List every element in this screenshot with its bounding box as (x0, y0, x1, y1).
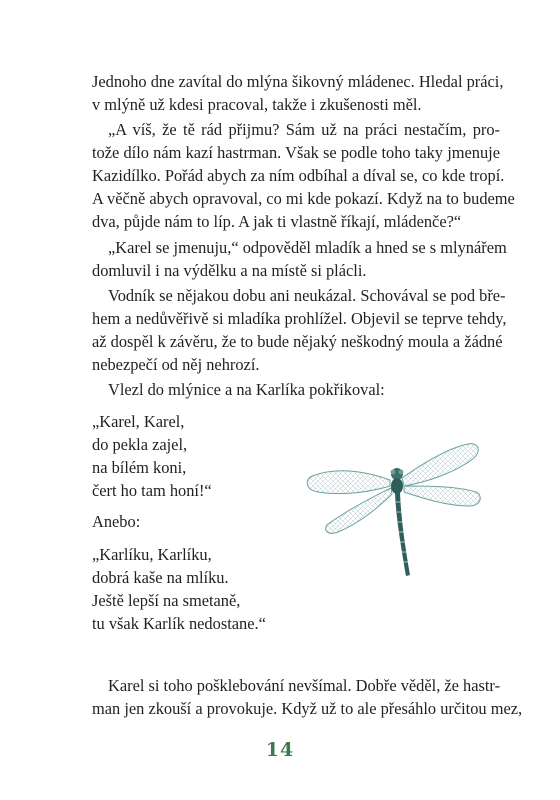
paragraph-3 (92, 236, 507, 282)
verse-line: tu však Karlík nedostane.“ (92, 614, 266, 633)
verse-line: „Karel, Karel, (92, 412, 185, 431)
page-number: 14 (265, 739, 295, 761)
text-line: Jednoho dne zavítal do mlýna šikovný mládenec. Hledal práci, (92, 72, 504, 91)
text-line: Karel si toho pošklebování nevšímal. Dobře věděl, že hastr- (108, 676, 501, 695)
dragonfly-icon (298, 436, 488, 586)
text-line: hem a nedůvěřivě si mladíka prohlížel. Objevil se teprve tehdy, (92, 309, 507, 328)
interlude-line: Anebo: (92, 512, 141, 531)
text-line: man jen zkouší a provokuje. Když už to ale přesáhlo určitou mez, (92, 699, 523, 718)
verse-line: do pekla zajel, (92, 435, 188, 454)
text-line: Vlezl do mlýnice a na Karlíka pokřikoval: (108, 380, 385, 399)
paragraph-4 (92, 284, 507, 376)
interlude-text (92, 510, 140, 533)
text-line: tože dílo nám kazí hastrman. Však se podle toho taky jmenuje (92, 143, 500, 162)
text-line: Kazidílko. Pořád abych za ním odbíhal a díval se, co kde tropí. (92, 166, 505, 185)
verse-line: dobrá kaše na mlíku. (92, 568, 229, 587)
verse-1 (92, 410, 212, 502)
text-line: „A víš, že tě rád přijmu? Sám už na práci nestačím, pro- (108, 120, 500, 139)
verse-line: na bílém koni, (92, 458, 187, 477)
paragraph-2 (92, 118, 515, 233)
text-line: dva, půjde nám to líp. A jak ti vlastně říkají, mládenče?“ (92, 212, 462, 231)
verse-line: „Karlíku, Karlíku, (92, 545, 212, 564)
paragraph-closing (92, 674, 523, 720)
text-line: v mlýně už kdesi pracoval, takže i zkušenosti měl. (92, 95, 422, 114)
text-line: A věčně abych opravoval, co mi kde pokazí. Když na to budeme (92, 189, 515, 208)
text-line: až dospěl k závěru, že to bude nějaký neškodný moula a žádné (92, 332, 503, 351)
verse-line: čert ho tam honí!“ (92, 481, 212, 500)
verse-2 (92, 543, 266, 635)
verse-line: Ještě lepší na smetaně, (92, 591, 241, 610)
text-line: domluvil i na výdělku a na místě si plácli. (92, 261, 367, 280)
paragraph-5 (92, 378, 500, 401)
paragraph-1 (92, 70, 504, 116)
text-line: „Karel se jmenuju,“ odpověděl mladík a hned se s mlynářem (108, 238, 507, 257)
text-line: nebezpečí od něj nehrozí. (92, 355, 260, 374)
text-line: Vodník se nějakou dobu ani neukázal. Schovával se pod bře- (108, 286, 506, 305)
